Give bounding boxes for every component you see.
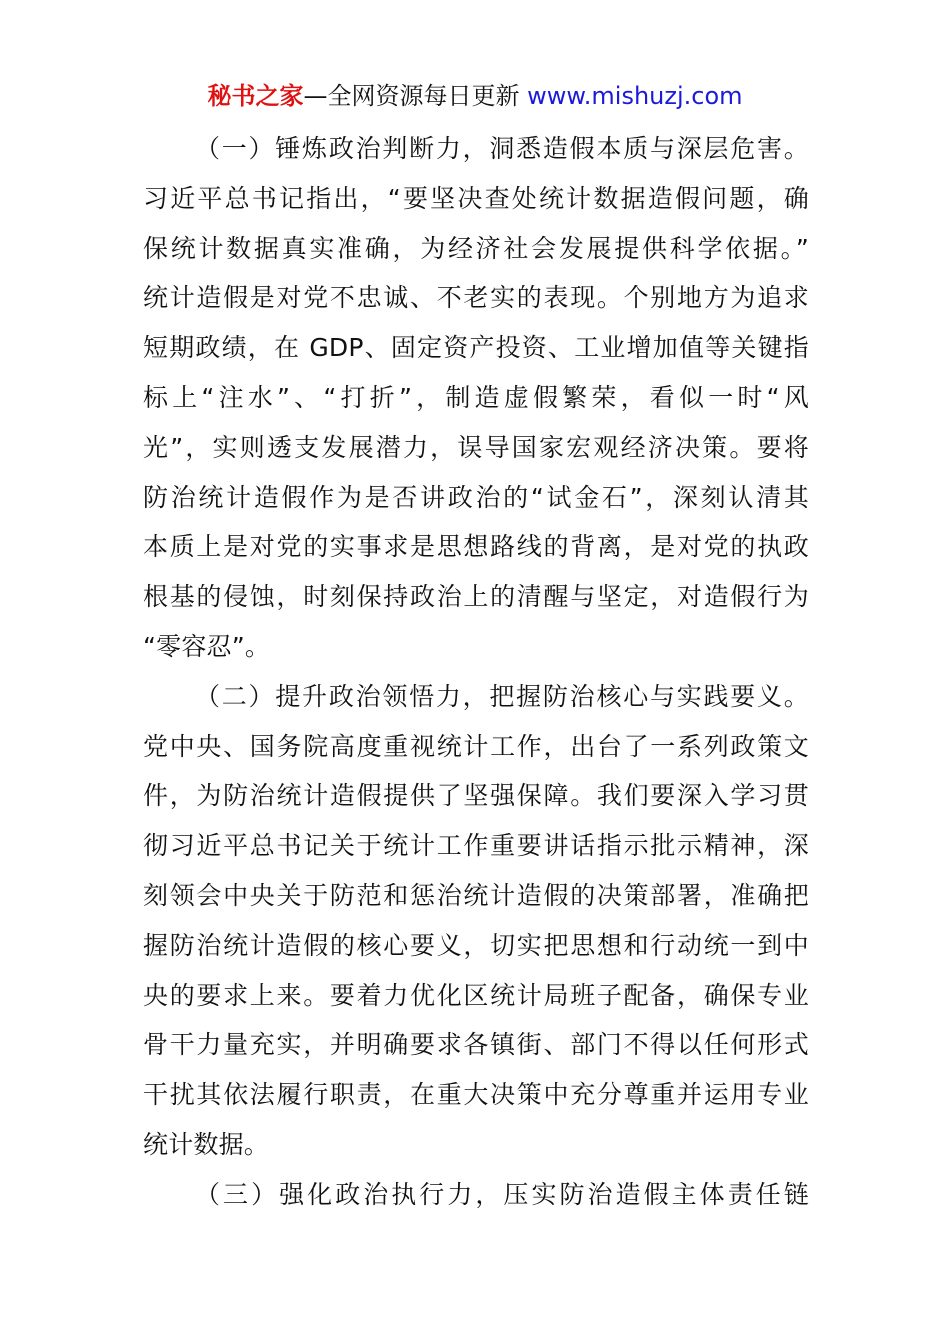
paragraph-line: 短期政绩，在 GDP、固定资产投资、工业增加值等关键指	[143, 333, 809, 363]
paragraph-line: 根基的侵蚀，时刻保持政治上的清醒与坚定，对造假行为	[143, 582, 809, 612]
paragraph-line: 党中央、国务院高度重视统计工作，出台了一系列政策文	[143, 731, 809, 761]
section-heading-2: （二）提升政治领悟力，把握防治核心与实践要义。	[195, 681, 809, 711]
paragraph-line: 习近平总书记指出，“要坚决查处统计数据造假问题，确	[143, 183, 809, 213]
paragraph-line: 件，为防治统计造假提供了坚强保障。我们要深入学习贯	[143, 781, 809, 811]
section-heading-3: （三）强化政治执行力，压实防治造假主体责任链	[195, 1179, 809, 1209]
site-url-link[interactable]: www.mishuzj.com	[527, 82, 743, 110]
paragraph-line: 统计造假是对党不忠诚、不老实的表现。个别地方为追求	[143, 283, 809, 313]
paragraph-line: 光”，实则透支发展潜力，误导国家宏观经济决策。要将	[143, 432, 809, 462]
paragraph-line: 央的要求上来。要着力优化区统计局班子配备，确保专业	[143, 980, 809, 1010]
paragraph-line: 刻领会中央关于防范和惩治统计造假的决策部署，准确把	[143, 880, 809, 910]
document-body	[143, 124, 809, 1220]
paragraph-line: 防治统计造假作为是否讲政治的“试金石”，深刻认清其	[143, 482, 809, 512]
paragraph-line: 握防治统计造假的核心要义，切实把思想和行动统一到中	[143, 930, 809, 960]
section-heading-1: （一）锤炼政治判断力，洞悉造假本质与深层危害。	[195, 134, 809, 163]
paragraph-line: 干扰其依法履行职责，在重大决策中充分尊重并运用专业	[143, 1080, 809, 1110]
paragraph-line: 保统计数据真实准确，为经济社会发展提供科学依据。”	[143, 233, 809, 263]
site-brand: 秘书之家	[207, 82, 304, 110]
paragraph-line: 彻习近平总书记关于统计工作重要讲话指示批示精神，深	[143, 831, 809, 861]
paragraph-line: 骨干力量充实，并明确要求各镇街、部门不得以任何形式	[143, 1030, 809, 1060]
paragraph-line: 本质上是对党的实事求是思想路线的背离，是对党的执政	[143, 532, 809, 562]
paragraph-line: “零容忍”。	[143, 631, 271, 661]
paragraph-line: 统计数据。	[143, 1129, 270, 1159]
site-tagline: —全网资源每日更新	[303, 82, 520, 110]
paragraph-line: 标上“注水”、“打折”，制造虚假繁荣，看似一时“风	[143, 382, 809, 412]
site-header	[0, 78, 950, 114]
